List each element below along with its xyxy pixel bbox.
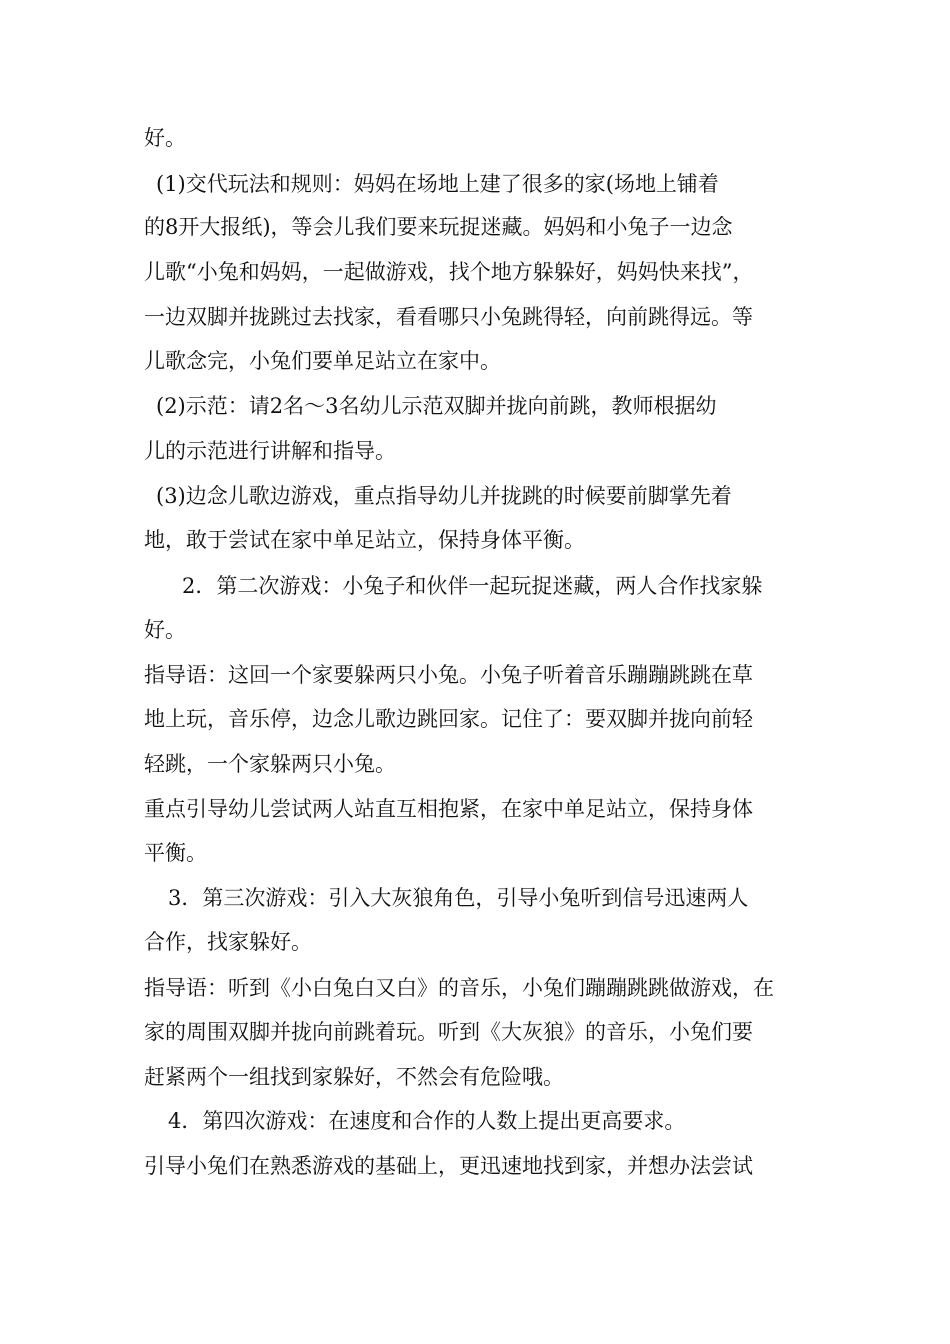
text-line: (2)示范：请2名～3名幼儿示范双脚并拢向前跳，教师根据幼 (156, 394, 717, 418)
text-line: (1)交代玩法和规则：妈妈在场地上建了很多的家(场地上铺着 (156, 172, 719, 196)
text-line: 地上玩，音乐停，边念儿歌边跳回家。记住了：要双脚并拢向前轻 (144, 707, 753, 731)
text-line: 合作，找家躲好。 (144, 930, 312, 954)
text-line: 一边双脚并拢跳过去找家，看看哪只小兔跳得轻，向前跳得远。等 (144, 305, 753, 329)
text-line: 家的周围双脚并拢向前跳着玩。听到《大灰狼》的音乐，小兔们要 (144, 1020, 753, 1044)
text-line: 3．第三次游戏：引入大灰狼角色，引导小兔听到信号迅速两人 (168, 886, 749, 910)
text-line: 儿的示范进行讲解和指导。 (144, 439, 396, 463)
text-line: (3)边念儿歌边游戏，重点指导幼儿并拢跳的时候要前脚掌先着 (156, 484, 732, 508)
text-line: 4．第四次游戏：在速度和合作的人数上提出更高要求。 (168, 1109, 686, 1133)
text-line: 平衡。 (144, 841, 207, 865)
text-line: 指导语：这回一个家要躲两只小兔。小兔子听着音乐蹦蹦跳跳在草 (144, 663, 753, 687)
text-line: 地，敢于尝试在家中单足站立，保持身体平衡。 (144, 528, 585, 552)
text-line: 好。 (144, 618, 186, 642)
text-line: 好。 (144, 126, 186, 150)
text-line: 赶紧两个一组找到家躲好，不然会有危险哦。 (144, 1065, 564, 1089)
text-line: 2．第二次游戏：小兔子和伙伴一起玩捉迷藏，两人合作找家躲 (182, 574, 763, 598)
text-line: 的8开大报纸)，等会儿我们要来玩捉迷藏。妈妈和小兔子一边念 (144, 215, 733, 239)
text-line: 引导小兔们在熟悉游戏的基础上，更迅速地找到家，并想办法尝试 (144, 1154, 753, 1178)
text-line: 指导语：听到《小白兔白又白》的音乐，小兔们蹦蹦跳跳做游戏，在 (144, 976, 774, 1000)
text-line: 儿歌念完，小兔们要单足站立在家中。 (144, 349, 501, 373)
text-line: 轻跳，一个家躲两只小兔。 (144, 752, 396, 776)
text-line: 重点引导幼儿尝试两人站直互相抱紧，在家中单足站立，保持身体 (144, 797, 753, 821)
text-line: 儿歌“小兔和妈妈，一起做游戏，找个地方躲躲好，妈妈快来找”， (144, 260, 754, 284)
